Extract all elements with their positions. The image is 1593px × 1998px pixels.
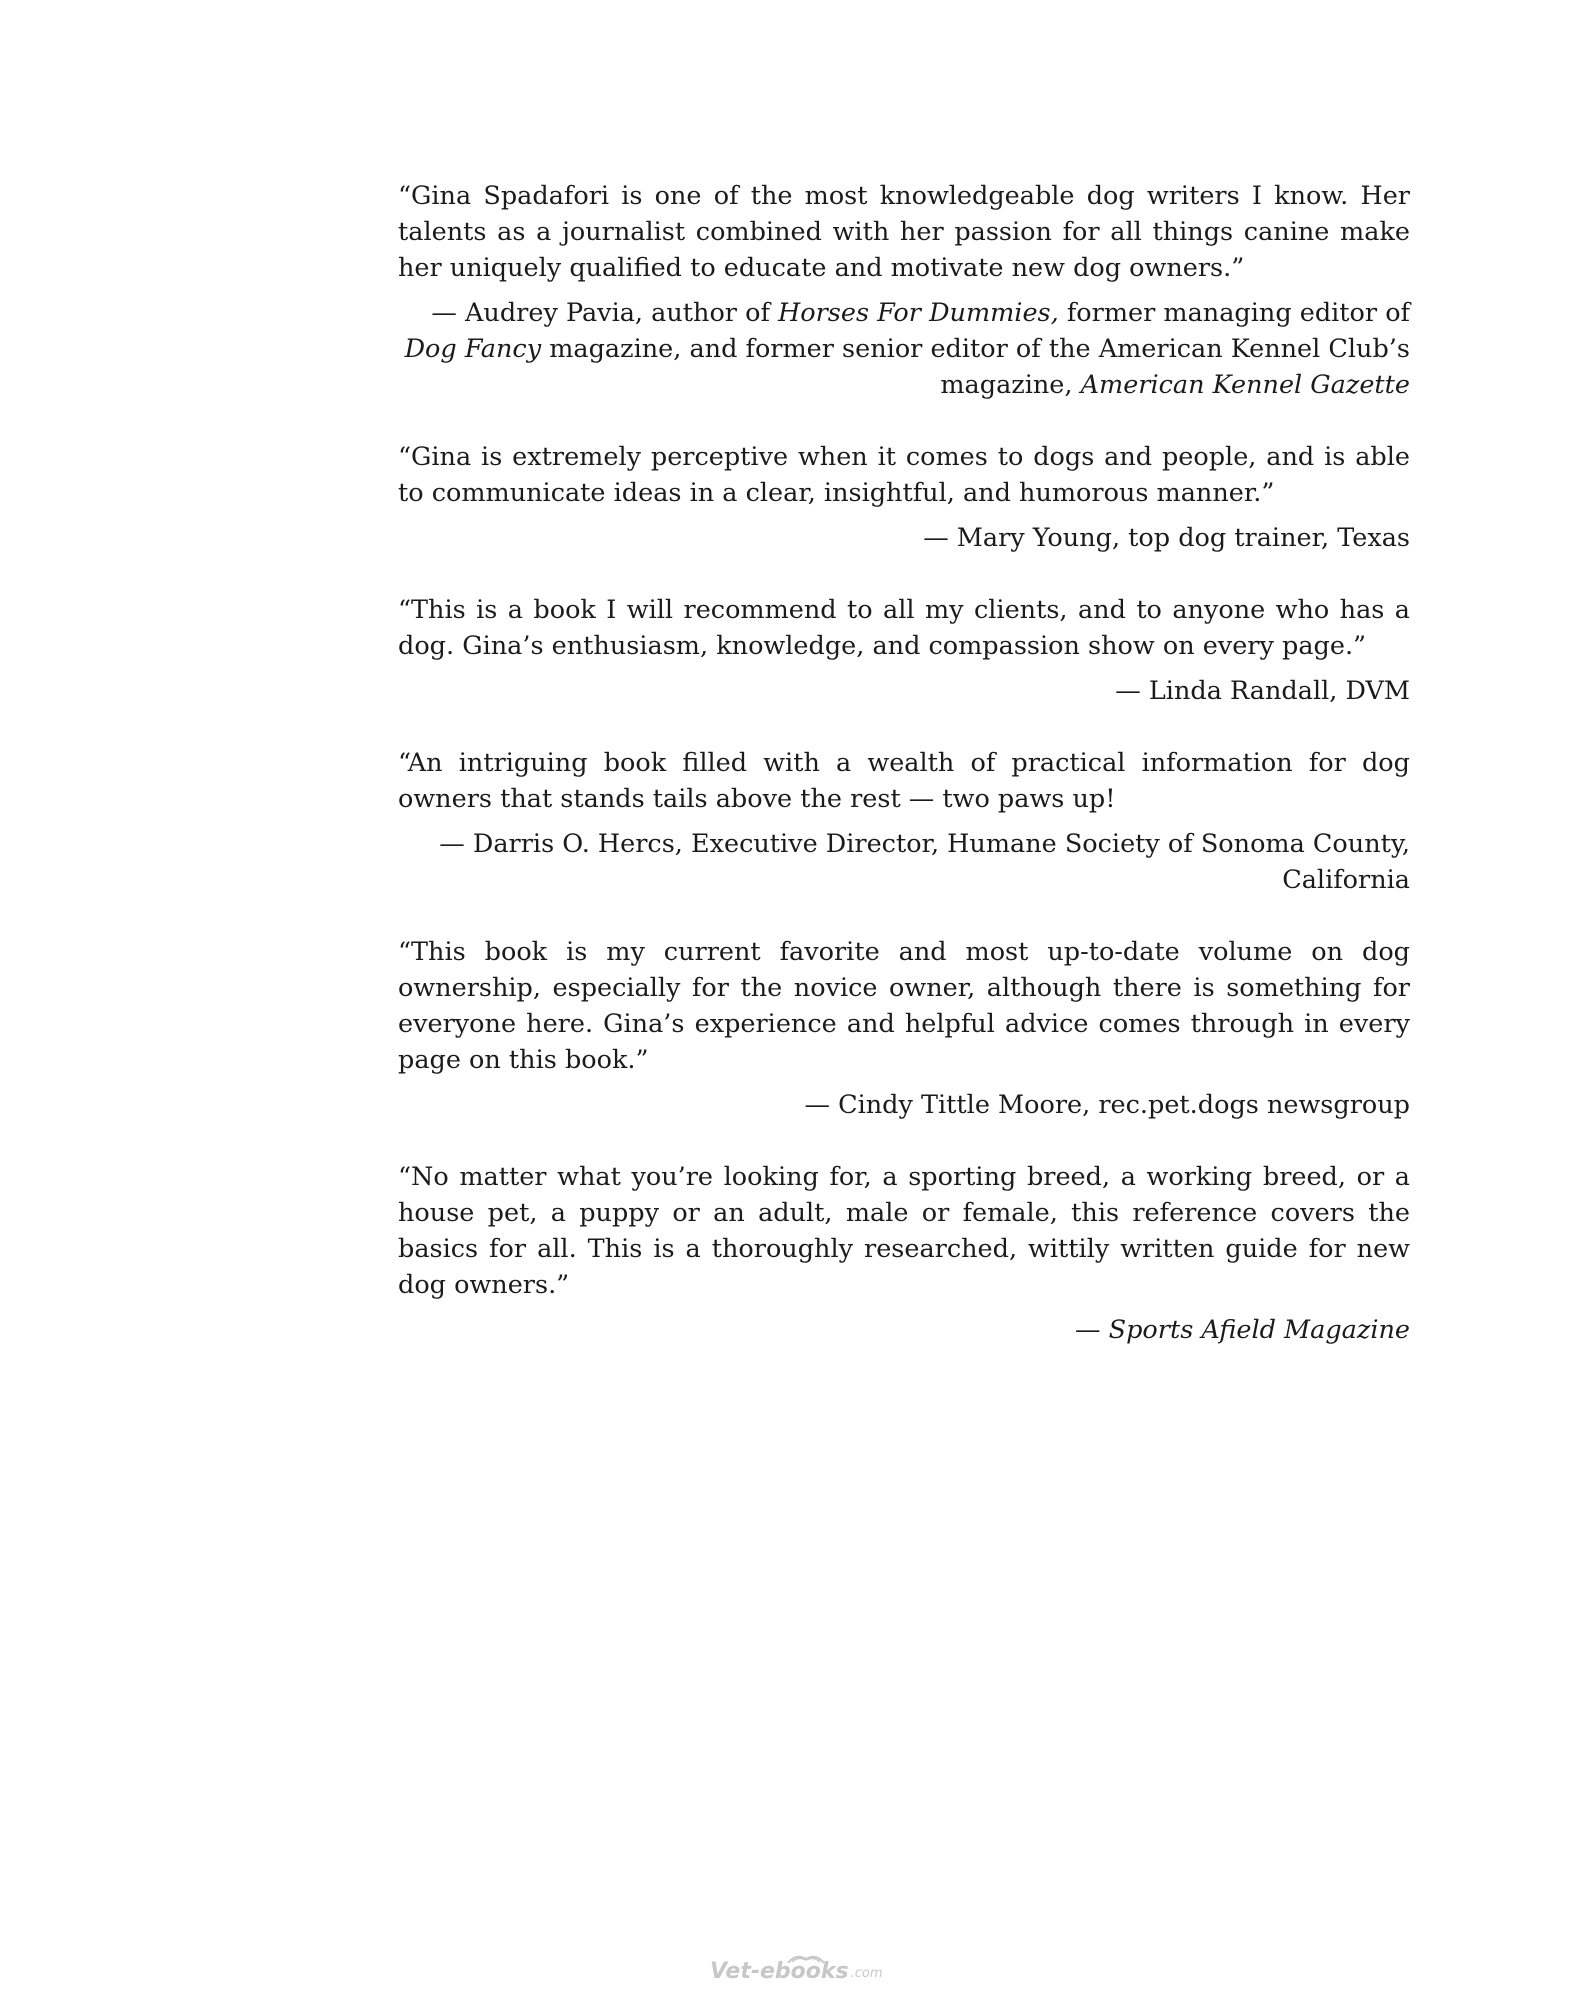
quote-text: “This is a book I will recommend to all my clients, and to anyone who has a dog. Gina’s enthusiasm, knowledge, and compassion show on every page.” (398, 595, 1410, 661)
quote-attribution (398, 520, 1410, 556)
magazine-title: Dog Fancy (404, 334, 542, 364)
endorsement-quote-6 (398, 1159, 1410, 1348)
quote-attribution (398, 1087, 1410, 1123)
attribution-text: former managing editor of (1058, 298, 1410, 328)
endorsements-page (398, 178, 1410, 1384)
endorsement-quote-4 (398, 745, 1410, 898)
endorsement-quote-3 (398, 592, 1410, 709)
watermark-logo (710, 1955, 890, 1985)
attribution-text: — Linda Randall, DVM (1115, 676, 1410, 706)
watermark-name: Vet-ebooks (710, 1959, 849, 1984)
attribution-text: — Audrey Pavia, author of (431, 298, 778, 328)
magazine-title: Sports Afield Magazine (1108, 1315, 1410, 1345)
attribution-text: — (1075, 1315, 1109, 1345)
endorsement-quote-2 (398, 439, 1410, 556)
quote-text: “This book is my current favorite and most up-to-date volume on dog ownership, especially for the novice owner, although there is something for everyone here. Gina’s experience and helpful advice comes through in every page on this book.” (398, 937, 1410, 1075)
attribution-text: magazine, and former senior editor of the American Kennel Club’s magazine, (541, 334, 1410, 400)
quote-attribution (398, 295, 1410, 403)
attribution-text: — Mary Young, top dog trainer, Texas (923, 523, 1410, 553)
attribution-text: — Darris O. Hercs, Executive Director, Humane Society of Sonoma County, California (439, 829, 1410, 895)
quote-attribution (398, 673, 1410, 709)
endorsement-quote-1 (398, 178, 1410, 403)
book-icon (786, 1951, 826, 1965)
magazine-title: American Kennel Gazette (1080, 370, 1410, 400)
attribution-text: — Cindy Tittle Moore, rec.pet.dogs newsgroup (804, 1090, 1410, 1120)
quote-text: “An intriguing book filled with a wealth of practical information for dog owners that stands tails above the rest — two paws up! (398, 748, 1410, 814)
quote-text: “No matter what you’re looking for, a sporting breed, a working breed, or a house pet, a puppy or an adult, male or female, this reference covers the basics for all. This is a thoroughly researched, wittily written guide for new dog owners.” (398, 1162, 1410, 1300)
quote-text: “Gina Spadafori is one of the most knowledgeable dog writers I know. Her talents as a journalist combined with her passion for all things canine make her uniquely qualified to educate and motivate new dog owners.” (398, 181, 1410, 283)
endorsement-quote-5 (398, 934, 1410, 1123)
watermark-tld: .com (850, 1966, 883, 1981)
quote-attribution (398, 1312, 1410, 1348)
quote-attribution (398, 826, 1410, 898)
book-title: Horses For Dummies, (777, 298, 1059, 328)
quote-text: “Gina is extremely perceptive when it comes to dogs and people, and is able to communicate ideas in a clear, insightful, and humorous manner.” (398, 442, 1410, 508)
